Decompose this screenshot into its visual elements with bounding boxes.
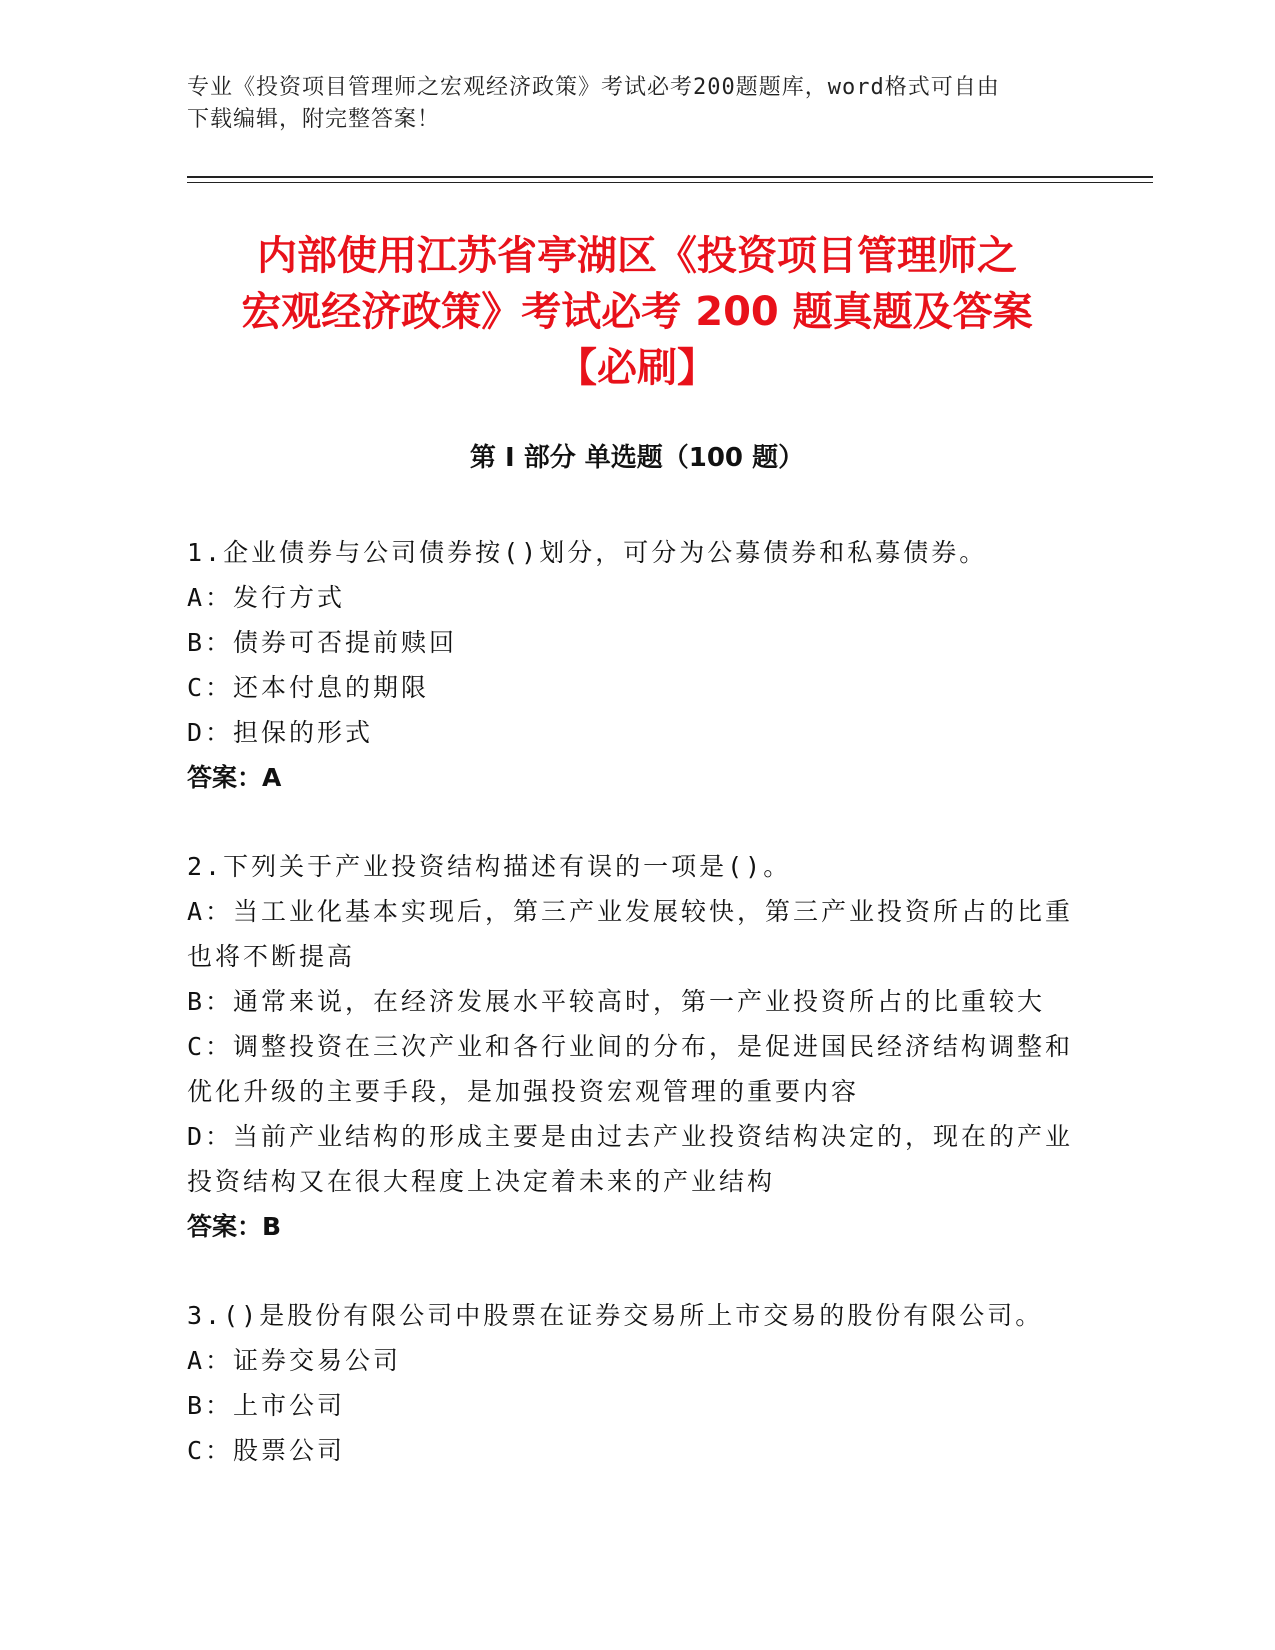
answer-label: 答案：A bbox=[187, 763, 282, 792]
header-divider-bottom bbox=[187, 182, 1153, 183]
answer-label: 答案：B bbox=[187, 1212, 282, 1241]
header-note-line1: 专业《投资项目管理师之宏观经济政策》考试必考200题题库，word格式可自由 bbox=[187, 75, 1000, 100]
question-stem: 1.企业债券与公司债券按()划分，可分为公募债券和私募债券。 bbox=[187, 538, 988, 567]
option-b: B：通常来说，在经济发展水平较高时，第一产业投资所占的比重较大 bbox=[187, 987, 1046, 1016]
option-a: A：证券交易公司 bbox=[187, 1346, 402, 1375]
section-heading: 第 I 部分 单选题（100 题） bbox=[469, 443, 805, 473]
option-c: C：调整投资在三次产业和各行业间的分布，是促进国民经济结构调整和优化升级的主要手段，是加强投资宏观管理的重要内容 bbox=[187, 1032, 1074, 1106]
question-2 bbox=[187, 844, 1087, 1249]
option-b: B：上市公司 bbox=[187, 1391, 346, 1420]
document-title-line2: 宏观经济政策》考试必考 200 题真题及答案 bbox=[241, 289, 1033, 335]
question-stem: 2.下列关于产业投资结构描述有误的一项是()。 bbox=[187, 852, 792, 881]
question-list bbox=[187, 530, 1087, 1517]
option-c: C：还本付息的期限 bbox=[187, 673, 430, 702]
header-note-line2: 下载编辑，附完整答案！ bbox=[187, 107, 441, 132]
option-d: D：当前产业结构的形成主要是由过去产业投资结构决定的，现在的产业投资结构又在很大程度上决定着未来的产业结构 bbox=[187, 1122, 1074, 1196]
question-1 bbox=[187, 530, 1087, 800]
option-b: B：债券可否提前赎回 bbox=[187, 628, 458, 657]
option-d: D：担保的形式 bbox=[187, 718, 374, 747]
question-3 bbox=[187, 1293, 1087, 1473]
option-c: C：股票公司 bbox=[187, 1436, 346, 1465]
option-a: A：当工业化基本实现后，第三产业发展较快，第三产业投资所占的比重也将不断提高 bbox=[187, 897, 1074, 971]
document-title-line1: 内部使用江苏省亭湖区《投资项目管理师之 bbox=[257, 233, 1017, 279]
document-title bbox=[187, 228, 1087, 396]
option-a: A：发行方式 bbox=[187, 583, 346, 612]
document-title-line3: 【必刷】 bbox=[557, 345, 717, 391]
question-stem: 3.()是股份有限公司中股票在证券交易所上市交易的股份有限公司。 bbox=[187, 1301, 1044, 1330]
header-divider-top bbox=[187, 176, 1153, 178]
header-note bbox=[187, 72, 1067, 136]
